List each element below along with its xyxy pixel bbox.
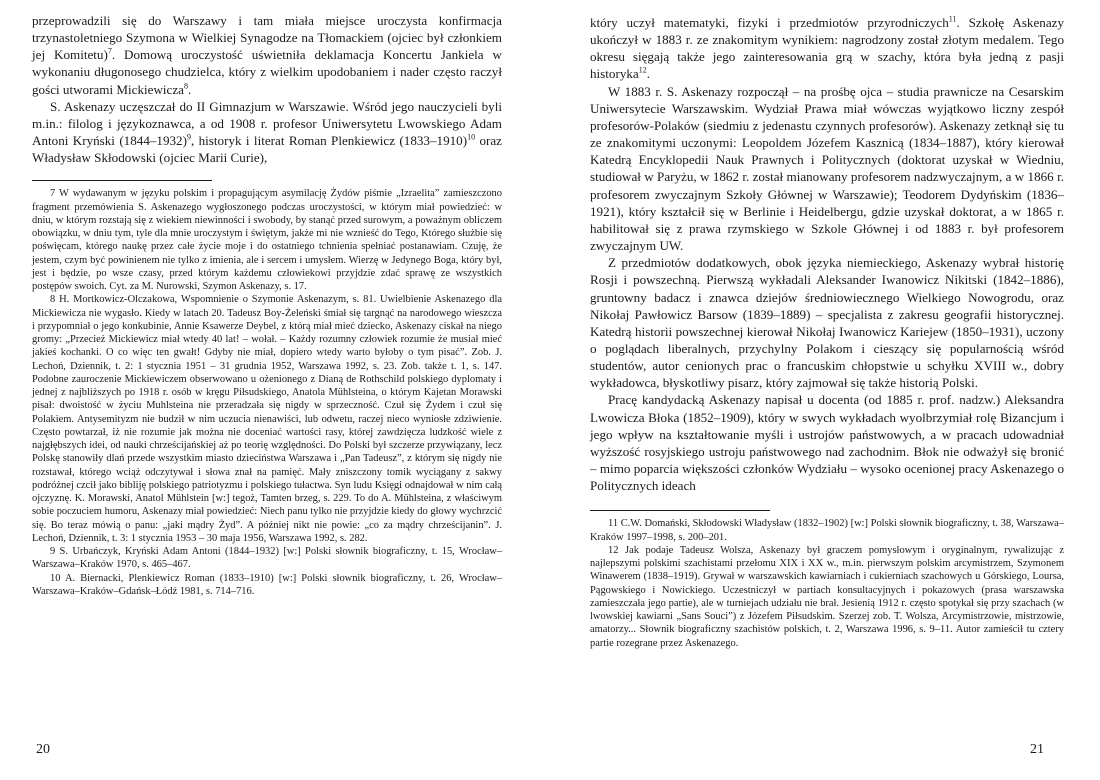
right-footnotes bbox=[590, 517, 1064, 650]
footnote-11: 11 C.W. Domański, Skłodowski Władysław (1832–1902) [w:] Polski słownik biograficzny, t. 38, Warszawa–Kraków 1997–1998, s. 200–201. bbox=[590, 518, 1064, 543]
footnote-ref-12[interactable]: 12 bbox=[638, 66, 647, 76]
page-number-left: 20 bbox=[36, 742, 50, 757]
left-page bbox=[32, 0, 502, 780]
footnote-rule bbox=[590, 510, 770, 511]
footnote-ref-10[interactable]: 10 bbox=[467, 132, 476, 142]
right-main-text bbox=[590, 0, 1064, 494]
left-paragraph-1: przeprowadzili się do Warszawy i tam miała miejsce uroczysta konfirmacja trzynastoletniego Szymona w Wielkiej Synagodze na Tłomackiem (ojciec był członkiem jej Komitetu)$^7$. Domową uroczystość uświetniła deklamacja Koncertu Jankiela w wykonaniu długonosego chudzielca, który z wielkim upodobaniem i nader często raczył gości utworami Mickiewicza$^8$. bbox=[32, 13, 502, 97]
footnote-ref-7[interactable]: 7 bbox=[107, 46, 112, 56]
right-page bbox=[590, 0, 1064, 780]
page-number-right: 21 bbox=[1030, 742, 1044, 757]
footnote-10: 10 A. Biernacki, Plenkiewicz Roman (1833–1910) [w:] Polski słownik biograficzny, t. 26, Wrocław–Warszawa–Kraków–Gdańsk–Łódź 1981, s. 714–716. bbox=[32, 572, 502, 597]
right-paragraph-4: Pracę kandydacką Askenazy napisał u docenta (od 1885 r. prof. nadzw.) Aleksandra Lwowicza Błoka (1852–1909), który w swych wykładach wyolbrzymiał rolę Bizancjum i jego wpływ na kształtowanie myśli i ustrojów państwowych, a w pracach udowadniał wyższość rosyjskiego ustroju państwowego nad zachodnim. Błok nie odważył się bronić – mimo poparcia większości członków Wydziału – wysoko ocenionej pracy Askenazego o Politycznych ideach bbox=[590, 392, 1064, 494]
left-main-text bbox=[32, 0, 502, 166]
footnote-ref-8[interactable]: 8 bbox=[184, 81, 188, 91]
right-paragraph-3: Z przedmiotów dodatkowych, obok języka niemieckiego, Askenazy wybrał historię Rosji i powszechną. Pierwszą wykładali Aleksander Iwanowicz Nikitski (1842–1886), gruntowny badacz i znawca dziejów średniowiecznego Wielkiego Nowogrodu, oraz Nikołaj Pawłowicz Barsow (1839–1889) – specjalista z zakresu geografii historycznej. Katedrą historii powszechnej kierował Nikołaj Iwanowicz Kariejew (1850–1931), uczony o poglądach liberalnych, przychylny Polakom i cieszący się popularnością wśród studentów, autor cenionych prac o francuskim chłopstwie u schyłku XVIII w., dobry wykładowca, błyskotliwy pisarz, który zajmował się także historią Polski. bbox=[590, 255, 1064, 391]
left-footnotes bbox=[32, 187, 502, 598]
footnote-12: 12 Jak podaje Tadeusz Wolsza, Askenazy był graczem pomysłowym i oryginalnym, rywalizując z najlepszymi polskimi szachistami przełomu XIX i XX w., m.in. pierwszym polskim arcymistrzem, Szymonem Winawerem (1838–1919). Grywał w warszawskich kawiarniach i cukierniach szachowych u Górskiego, Loursa, Pągowskiego i Nowickiego. Uczestniczył w partiach konsultacyjnych i pokazowych (prasa warszawska zamieszczała jego partie), ale w turniejach udziału nie brał. Jesienią 1912 r. często spotykał się przy szachach (w lwowskiej kawiarni „Sans Souci”) z Józefem Piłsudskim. Szerzej zob. T. Wolsza, Arcymistrzowie, mistrzowie, amatorzy... Słownik biograficzny szachistów polskich, t. 2, Warszawa 1996, s. 9–11. Autor zamieścił tu cztery partie rozegrane przez Askenazego. bbox=[590, 544, 1064, 649]
left-paragraph-2: S. Askenazy uczęszczał do II Gimnazjum w Warszawie. Wśród jego nauczycieli byli m.in.: filolog i językoznawca, a od 1908 r. profesor Uniwersytetu Lwowskiego Adam Antoni Kryński (1844–1932)$^9$, historyk i literat Roman Plenkiewicz (1833–1910)$^{10}$ oraz Władysław Skłodowski (ojciec Marii Curie), bbox=[32, 98, 502, 166]
right-paragraph-2: W 1883 r. S. Askenazy rozpoczął – na prośbę ojca – studia prawnicze na Cesarskim Uniwersytecie Warszawskim. Wydział Prawa miał wówczas wyjątkowo liczny zespół profesorów-Polaków (siedmiu z jedenastu czynnych profesorów). Askenazy zetknął się tu ze znakomitymi uczonymi: Leopoldem Józefem Kasznicą (1834–1887), który kierował Katedrą Encyklopedii Nauk Prawnych i Politycznych (doktorat uzyskał w Wiedniu, studiował w Paryżu, w 1862 r. został mianowany profesorem nadzwyczajnym, a w 1866 r. profesorem zwyczajnym Szkoły Głównej w Warszawie); Teodorem Dydyńskim (1836–1921), który kształcił się w Berlinie i Heidelbergu, gdzie uzyskał doktorat, a w 1865 r. habilitował się z prawa rzymskiego w Szkole Głównej i od 1883 r. był profesorem zwyczajnym UW. bbox=[590, 83, 1064, 254]
footnote-7: 7 W wydawanym w języku polskim i propagującym asymilację Żydów piśmie „Izraelita” zamieszczono fragment przemówienia S. Askenazego wygłoszonego podczas uroczystości, w którym miał powiedzieć: w dniu, w którym rozstają się z wiekiem niewinności i swobody, by stanąć przed surowym, a poważnym obliczem obowiązku, w dniu tym, tyle dla mnie uroczystym i świętym, jakże mi nie wznieść do Tego, Którego służbie się poświęcam, którego naukę przez całe życie moje i do ostatniego tchnienia spełniać postanawiam. Czuję, że jestem, czym być powinienem nie tylko z imienia, ale i sercem i umysłem. Wierzę w Jedynego Boga, który był, jest i będzie, po wsze czasy, przed którym każdemu człowiekowi przyjdzie zdać sprawę ze wszystkich postępów swoich. Cyt. za M. Nurowski, Szymon Askenazy, s. 17. bbox=[32, 188, 502, 293]
footnote-8: 8 H. Mortkowicz-Olczakowa, Wspomnienie o Szymonie Askenazym, s. 81. Uwielbienie Askenazego dla Mickiewicza nie wygasło. Kiedy w latach 20. Tadeusz Boy-Żeleński śmiał się targnąć na narodowego wieszcza i przypomniał o jego konkubinie, Annie Ksawerze Deybel, z którą miał mieć dziecko, Askenazy ciskał na niego gromy: „Przecież Mickiewicz miał wtedy 40 lat! – wołał. – Każdy rozumny człowiek rozumie że musiał mieć jakieś kochanki. O co więc ten gwałt! Gdyby nie miał, dopiero wtedy warto byłoby o tym pisać”. Zob. J. Lechoń, Dziennik, t. 2: 1 stycznia 1951 – 31 grudnia 1952, Warszawa 1992, s. 23. Zob. także t. 1, s. 147. Podobne zauroczenie Mickiewiczem obserwowano u ożenionego z Dianą de Rothschild polskiego dyplomaty i jednej z najbliższych po 1918 r. osób w kręgu Piłsudskiego, Anatola Mühlsteina, o którym Kajetan Morawski pisał: dwoistość w życiu Muhlsteina nie przeradzała się nigdy w sprzeczność. Czuł się Żydem i czuł się Polakiem. Antysemityzm nie budził w nim uczucia nienawiści, lub odwetu, raczej nieco wyniosłe zdziwienie. Często powtarzał, iż nie rozumie jak można nie doceniać wartości rasy, której zawdzięcza ludzkość wiele z najgłębszych idei, od nauki chrześcijańskiej aż po teorię względności. Do Polski był szczerze przywiązany, lecz Polskę stanowiły dlań przede wszystkim miasto dzieciństwa Warszawa i „Pan Tadeusz”, z którym się nigdy nie rozstawał, którego wciąż odczytywał i słowa znał na pamięć. Mały zniszczony tomik wyciągany z sakwy podróżnej czcił jako bibliję polskiego patriotyzmu i polskiego tułactwa. Syn ludu Księgi odnajdował w nim całą ojczyznę. K. Morawski, Anatol Mühlstein [w:] tegoż, Tamten brzeg, s. 229. To do A. Mühlsteina, z właściwym sobie poczuciem humoru, Askenazy miał powiedzieć: Niech panu tylko nie przyjdzie kiedy do głowy wychrzcić się. Bo teraz mówią o panu: „jaki mądry Żyd”. A później nikt nie powie: „co za mądry chrześcijanin”. J. Lechoń, Dziennik, t. 3: 1 stycznia 1953 – 30 maja 1956, Warszawa 1992, s. 282. bbox=[32, 294, 502, 544]
right-paragraph-1: który uczył matematyki, fizyki i przedmiotów przyrodniczych$^{11}$. Szkołę Askenazy ukończył w 1883 r. ze znakomitym wynikiem: nagrodzony został złotym medalem. Tego okresu sięgają także jego zainteresowania grą w szachy, która była jedną z pasji historyka$^{12}$. bbox=[590, 14, 1064, 82]
footnote-ref-11[interactable]: 11 bbox=[948, 14, 957, 24]
footnote-ref-9[interactable]: 9 bbox=[186, 132, 191, 142]
footnote-rule bbox=[32, 180, 212, 181]
footnote-9: 9 S. Urbańczyk, Kryński Adam Antoni (1844–1932) [w:] Polski słownik biograficzny, t. 15, Wrocław–Warszawa–Kraków 1970, s. 465–467. bbox=[32, 546, 502, 571]
